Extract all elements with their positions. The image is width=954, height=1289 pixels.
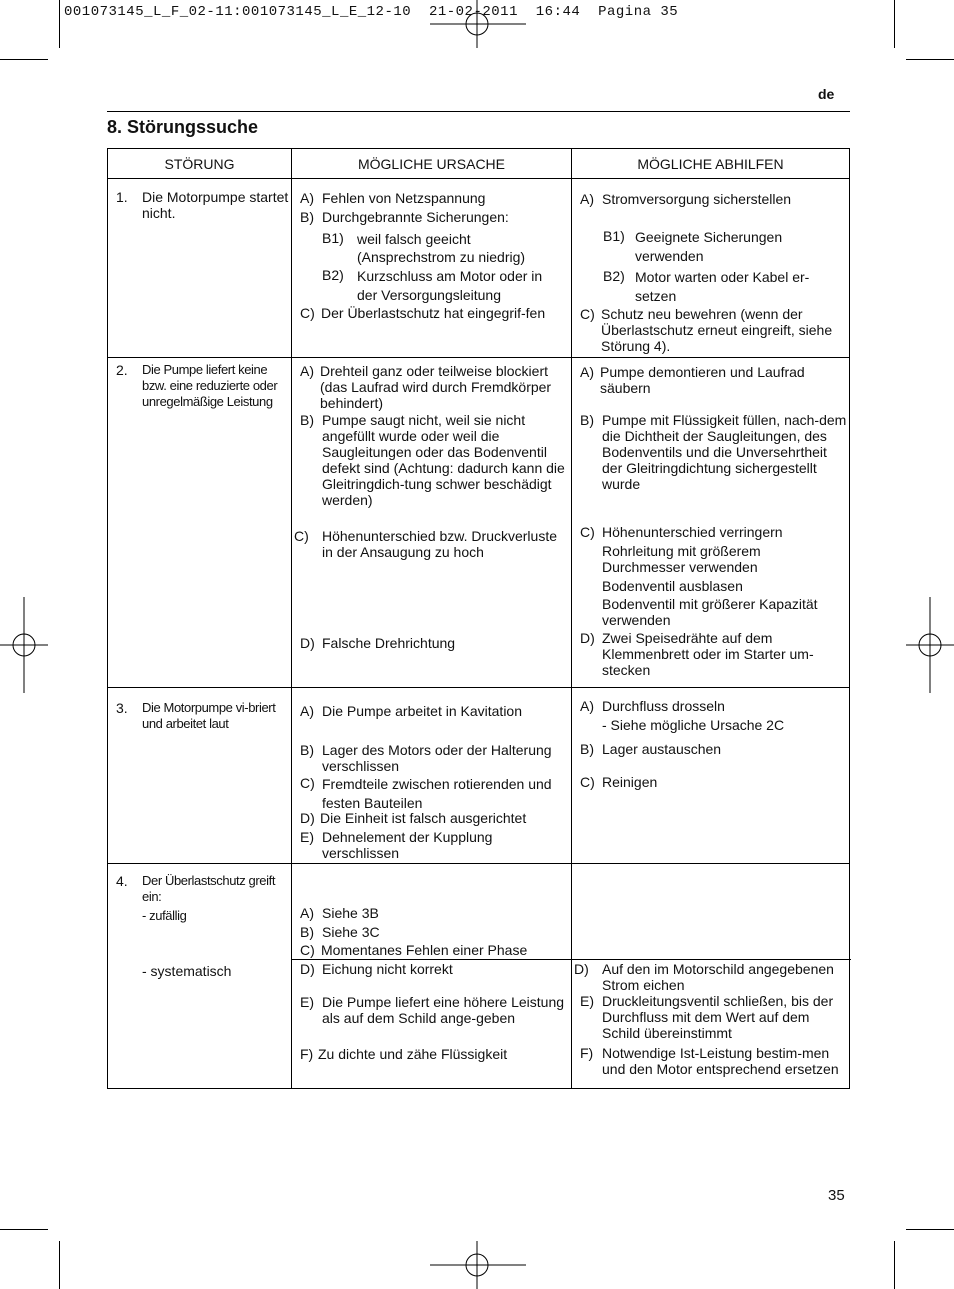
crop-mark — [59, 0, 60, 48]
crop-mark — [0, 1229, 48, 1230]
header-stoerung: STÖRUNG — [108, 149, 292, 179]
remedy-1a: A) Stromversorgung sicherstellen — [580, 191, 792, 207]
divider — [292, 959, 851, 960]
cause-1a: A) Fehlen von Netzspannung — [300, 190, 486, 206]
cause-2c: C) Höhenunterschied bzw. Druckverluste in der Ansaugung zu hoch — [294, 528, 558, 560]
remedy-2c-valve: Bodenventil mit größerer Kapazität verwenden — [602, 596, 818, 628]
cause-3d: D) Die Einheit ist falsch ausgerichtet — [300, 810, 527, 826]
cause-2d: D) Falsche Drehrichtung — [300, 635, 456, 651]
remedy-2d: D) Zwei Speisedrähte auf dem Klemmenbrett oder im Starter um-stecken — [580, 630, 814, 678]
remedy-1b1: B1) Geeignete Sicherungen verwenden — [603, 228, 783, 264]
fault-4-random: - zufällig — [142, 908, 187, 923]
remedy-4d: D) Auf den im Motorschild angegebenen Strom eichen — [574, 961, 834, 993]
table-header-row — [108, 149, 850, 179]
print-header: 001073145_L_F_02-11:001073145_L_E_12-10 21-02-2011 16:44 Pagina 35 — [64, 4, 679, 20]
crop-mark — [906, 1229, 954, 1230]
fault-4: 4. Der Überlastschutz greift ein: — [116, 873, 276, 904]
table-row — [108, 688, 850, 864]
crop-mark — [894, 1241, 895, 1289]
crop-mark — [906, 59, 954, 60]
registration-mark-icon — [0, 597, 48, 693]
header-ursache: MÖGLICHE URSACHE — [292, 149, 572, 179]
cause-3e: E) Dehnelement der Kupplung verschlissen — [300, 829, 493, 861]
crop-mark — [894, 0, 895, 48]
remedy-4f: F) Notwendige Ist-Leistung bestim-men und den Motor entsprechend ersetzen — [580, 1045, 839, 1077]
cause-4a: A) Siehe 3B — [300, 905, 379, 921]
cause-1b2: B2) Kurzschluss am Motor oder in der Versorgungsleitung — [322, 267, 543, 303]
remedy-2c-blow: Bodenventil ausblasen — [602, 578, 743, 594]
crop-mark — [59, 1241, 60, 1289]
registration-mark-icon — [430, 1241, 526, 1289]
registration-mark-icon — [906, 597, 954, 693]
cause-4b: B) Siehe 3C — [300, 924, 380, 940]
cause-3b: B) Lager des Motors oder der Halterung verschlissen — [300, 742, 552, 774]
remedy-4e: E) Druckleitungsventil schließen, bis der Durchfluss mit dem Wert auf dem Schild übereinstimmt — [580, 993, 834, 1041]
cause-4f: F) Zu dichte und zähe Flüssigkeit — [300, 1046, 508, 1062]
remedy-2c-pipe: Rohrleitung mit größerem Durchmesser verwenden — [602, 543, 761, 575]
fault-1: 1. Die Motorpumpe startet nicht. — [116, 189, 289, 221]
page-number: 35 — [828, 1187, 845, 1204]
cause-4d: D) Eichung nicht korrekt — [300, 961, 453, 977]
cause-2b: B) Pumpe saugt nicht, weil sie nicht angefüllt wurde oder weil die Saugleitungen oder das Bodenventil defekt sind (Achtung: dadurch kann die Gleitringdich-tung schwer beschädigt werden) — [300, 412, 565, 508]
cause-3a: A) Die Pumpe arbeitet in Kavitation — [300, 703, 522, 719]
header-abhilfen: MÖGLICHE ABHILFEN — [572, 149, 850, 179]
cause-4c: C) Momentanes Fehlen einer Phase — [300, 942, 528, 958]
remedy-2a: A) Pumpe demontieren und Laufrad säubern — [580, 364, 805, 396]
cause-2a: A) Drehteil ganz oder teilweise blockiert (das Laufrad wird durch Fremdkörper behindert) — [300, 363, 552, 411]
troubleshooting-table — [107, 148, 850, 1089]
remedy-3a-ref: - Siehe mögliche Ursache 2C — [602, 717, 785, 733]
table-row — [108, 864, 850, 1089]
crop-mark — [0, 59, 48, 60]
remedy-3b: B) Lager austauschen — [580, 741, 722, 757]
remedy-1c: C) Schutz neu bewehren (wenn der Überlastschutz erneut eingreift, siehe Störung 4). — [580, 306, 833, 354]
language-code: de — [818, 86, 835, 102]
remedy-1b2: B2) Motor warten oder Kabel er-setzen — [603, 268, 810, 304]
section-title: 8. Störungssuche — [107, 117, 259, 137]
cause-4e: E) Die Pumpe liefert eine höhere Leistung als auf dem Schild ange-geben — [300, 994, 565, 1026]
fault-3: 3. Die Motorpumpe vi-briert und arbeitet laut — [116, 700, 276, 731]
remedy-3c: C) Reinigen — [580, 774, 658, 790]
cause-1c: C) Der Überlastschutz hat eingegrif-fen — [300, 305, 546, 321]
remedy-2c: C) Höhenunterschied verringern — [580, 524, 783, 540]
table-row — [108, 358, 850, 688]
fault-2: 2. Die Pumpe liefert keine bzw. eine reduzierte oder unregelmäßige Leistung — [116, 362, 278, 409]
cause-1b1: B1) weil falsch geeicht (Ansprechstrom zu niedrig) — [322, 230, 526, 265]
cause-3c: C) Fremdteile zwischen rotierenden und festen Bauteilen — [300, 775, 552, 811]
fault-4-systematic: - systematisch — [142, 963, 232, 979]
cause-1b: B) Durchgebrannte Sicherungen: — [300, 209, 509, 225]
remedy-2b: B) Pumpe mit Flüssigkeit füllen, nach-dem die Dichtheit der Saugleitungen, des Bodenventils und die Unversehrtheit der Gleitringdichtung sichergestellt wurde — [580, 412, 847, 492]
remedy-3a: A) Durchfluss drosseln — [580, 698, 725, 714]
table-row — [108, 179, 850, 358]
divider — [107, 111, 850, 112]
